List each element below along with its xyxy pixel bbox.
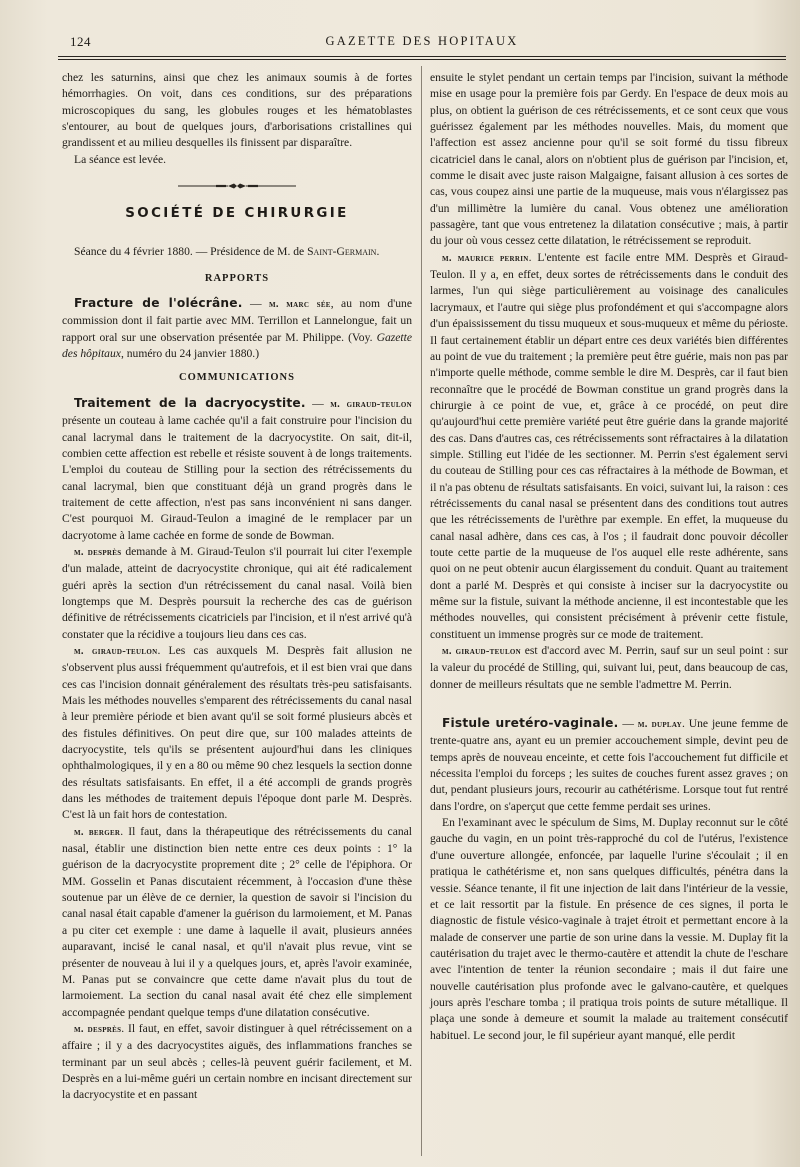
paragraph-dacryocystite xyxy=(62,395,412,544)
right-column xyxy=(430,70,788,1044)
seance-end: . xyxy=(376,245,380,259)
president-name: Saint-Germain xyxy=(307,245,377,259)
body-text: demande à M. Giraud-Teulon s'il pourrait lui citer l'exemple d'un malade, atteint de dacryocystite chronique, qui ait été radicalement guéri après la section d'un rétrécissement du canal nasal. Voilà bien longtemps que M. Desprès poursuit la recherche des cas de guérison définitive de rétrécissements cicatriciels par l'incision, et il n'est arrivé qu'à constater que la récidive a toujours lieu dans ces cas. xyxy=(62,544,412,641)
paragraph-perrin xyxy=(430,250,788,643)
ornament-rule xyxy=(178,182,296,190)
body-text: présente un couteau à lame cachée qu'il a fait construire pour l'incision du canal lacrymal dans le traitement de la dacryocystite. On sait, dit-il, combien cette affection est rebelle et résiste souvent à de longs traitements. L'emploi du couteau de Stilling pour la section des rétrécissements du canal lacrymal, bien que constituant déjà un grand progrès dans le traitement de cette affection, n'est pas sans inconvénient ni sans danger. C'est pourquoi M. Giraud-Teulon a imaginé de le remplacer par un dacryotome à lame cachée en forme de sonde de Bowman. xyxy=(62,414,412,542)
rubric-title: Fracture de l'olécrâne. xyxy=(74,296,243,311)
seance-text: Séance du 4 février 1880. — Présidence de M. de xyxy=(74,245,308,259)
section-title: SOCIÉTÉ DE CHIRURGIE xyxy=(125,206,349,222)
speaker-name: m. giraud-teulon xyxy=(330,398,413,410)
subheading-communications: COMMUNICATIONS xyxy=(179,372,295,384)
paragraph: La séance est levée. xyxy=(74,152,167,166)
paragraph: chez les saturnins, ainsi que chez les animaux soumis à de fortes hémorrhagies. On voit, dans ces conditions, sur des préparations microscopiques du sang, les globules rouges et les hématoblastes s'entourer, au bout de quelques jours, d'arborisations cristallines qui grandissent et au milieu desquelles ils finissent par disparaître. xyxy=(62,71,412,150)
body-text: , au nom d'une commission dont il fait partie avec MM. Terrillon et Lannelongue, fait un rapport oral sur une observation présentée par M. Philippe. (Voy. xyxy=(62,297,413,344)
paragraph-despres xyxy=(62,544,412,643)
paragraph: ensuite le stylet pendant un certain temps par l'incision, suivant la méthode mise en usage pour la première fois par Gerdy. En l'espace de deux mois au plus, on obtient la guérison de ces rétrécissements, et ce sont ceux que vous guérissez également par les méthodes nouvelles. Mais, du moment que l'affection est assez ancienne pour qu'il se soit formé du tissu fibreux cicatriciel dans le canal, alors on n'obtient plus de guérison par l'incision, et, comme le disait avec juste raison Malgaigne, faisant allusion à ces sortes de cas, vous coupez ainsi une partie de la muqueuse, mais vous n'élargissez pas d'un millimètre la lumière du canal. Vous obtenez une amélioration passagère, tant que vous entretenez la dilatation consécutive ; mais, à partir du jour où vous cessez cette dilatation, le rétrécissement se reproduit. xyxy=(430,71,788,248)
journal-title: Gazette des hôpitaux xyxy=(62,330,412,361)
paragraph-giraud-teulon-2 xyxy=(430,643,788,693)
speaker-name: m. giraud-teulon xyxy=(442,646,522,658)
speaker-name: m. maurice perrin xyxy=(442,252,529,264)
body-text: . Les cas auxquels M. Desprès fait allusion ne s'observent plus aussi fréquemment qu'autrefois, et il est bien vrai que dans ces cas l'incision donnait généralement des résultats très-peu satisfaisants. Mais les méthodes nouvelles s'emparent des rétrécissements du canal nasal à leur première période et bien avant qu'il se soit formé plusieurs abcès et des fistules définitives. On peut dire que, sur 100 malades atteints de dacryocystite, tels qu'ils se présentent aujourd'hui dans les cliniques ophthalmologiques, il y en a 80 ou même 90 chez lesquels la section donne des résultats satisfaisants. En effet, il a été accompli de grands progrès dans les méthodes de traitement depuis l'époque dont parle M. Desprès. C'est là un fait hors de contestation. xyxy=(62,643,413,822)
speaker-name: m. giraud-teulon xyxy=(74,645,158,657)
page-number: 124 xyxy=(70,34,91,49)
rubric-title: Traitement de la dacryocystite. xyxy=(74,395,306,410)
speaker-name: m. marc sée xyxy=(268,299,331,311)
paragraph-giraud-teulon xyxy=(62,643,412,824)
body-text: est d'accord avec M. Perrin, sauf sur un seul point : sur la valeur du procédé de Stilling, qui, suivant lui, peut, dans beaucoup de cas, donner de meilleurs résultats que ne semble l'admettre M. Perrin. xyxy=(430,644,788,691)
paragraph-fracture xyxy=(62,295,412,362)
body-text: . Il faut, en effet, savoir distinguer à quel rétrécissement on a affaire ; il y a des dacryocystites aiguës, des inflammations franches se terminant par un seul abcès ; celles-là peuvent guérir facilement, et M. Desprès en a lui-même guéri un certain nombre en incisant directement sur la dacryocystite et en passant xyxy=(62,1021,413,1102)
body-text: , numéro du 24 janvier 1880.) xyxy=(120,347,260,361)
speaker-name: m. berger xyxy=(74,826,121,838)
speaker-name: m. desprès xyxy=(74,546,122,558)
rubric-title: Fistule uretéro-vaginale. xyxy=(442,716,619,731)
column-divider xyxy=(421,66,422,1156)
body-text: . Une jeune femme de trente-quatre ans, ayant eu un premier accouchement simple, devint peu de temps après de nouveau enceinte, et cette fois l'accouchement fut difficile et nécessita l'emploi du forceps ; les suites de couches furent assez graves ; on dut, pendant plusieurs jours, recourir au cathétérisme. Lorsque tout fut rentré dans l'ordre, on s'aperçut que cette femme perdait ses urines. xyxy=(430,717,788,813)
spacer xyxy=(430,693,788,715)
running-title: GAZETTE DES HOPITAUX xyxy=(325,34,519,48)
section-ornament xyxy=(62,182,412,190)
paragraph-fistule xyxy=(430,715,788,815)
subheading-rapports: RAPPORTS xyxy=(204,272,270,284)
paragraph-despres-2 xyxy=(62,1021,412,1104)
header-rule xyxy=(58,56,786,57)
separator: — xyxy=(618,717,638,731)
separator: — xyxy=(242,297,269,311)
left-column xyxy=(62,70,412,1104)
speaker-name: m. duplay xyxy=(637,719,682,731)
body-text: . L'entente est facile entre MM. Desprès et Giraud-Teulon. Il y a, en effet, deux sortes de rétrécissements dans le conduit des larmes, l'un qui siège particulièrement au voisinage des canalicules lacrymaux, et l'autre qui siège plus profondément et qui s'accompagne alors d'un épaississement du tissu muqueux et sous-muqueux et même du périoste. Il faut certainement établir un départ entre ces deux variétés bien différentes au point de vue du traitement ; la première peut être guérie, mais non pas par n'importe quelle méthode, comme semble le dire M. Desprès, car il faut bien reconnaître que le procédé de Bowman constitue un grand progrès dans la chirurgie à ce point de vue, et, grâce à ce procédé, on peut dire qu'aujourd'hui cette première variété peut être guérie dans la grande majorité des cas. Dans d'autres cas, ces rétrécissements sont réfractaires à la dilatation simple. Stilling eut l'idée de les sectionner. M. Perrin s'est également servi du couteau de Stilling pour ces cas réfractaires à la méthode de Bowman, et il n'a pas obtenu de résultats satisfaisants. En voici, suivant lui, la raison : ces rétrécissements du canal nasal se présentent dans des conditions tout autres que les rétrécissements de l'urèthre par exemple. En effet, la muqueuse du canal nasal adhère, dans ces cas, à l'os ; il faudrait donc pouvoir décoller toute cette partie de la muqueuse de l'os auquel elle reste adhérente, sans quoi on ne peut obtenir aucun élargissement du conduit. Quant au traitement dont a parlé M. Desprès et qui consiste à inciser sur la dacryocystite ou même sur la fistule, suivant la méthode ancienne, il est incontestable que les méthodes nouvelles, qui consistent précisément à prévenir cette fistule, constituent un immense progrès sur ce mode de traitement. xyxy=(430,250,788,641)
speaker-name: m. desprès xyxy=(74,1023,122,1035)
seance-line xyxy=(62,244,412,260)
paragraph: En l'examinant avec le spéculum de Sims, M. Duplay reconnut sur le côté gauche du vagin, en un point très-rapproché du col de l'utérus, l'existence d'une ouverture allongée, enfoncée, par laquelle l'urine s'écoulait ; il en pratiqua le cathétérisme et, non sans quelques difficultés, pénétra dans la vessie. Séance tenante, il fit une injection de lait dans l'intérieur de la vessie, et ce lait ressortit par la fistule. En présence de ces signes, il porta le diagnostic de fistule vésico-vaginale à trajet étroit et permettant encore à la malade de conserver une partie de son urine dans la vessie. M. Duplay fit la cautérisation du trajet avec le thermo-cautère et attendit la chute de l'eschare avec l'intention de tenter la réunion secondaire ; mais il dut faire une nouvelle cautérisation plus profonde avec le galvano-cautère, et quelques jours après l'eschare tomba ; il pratiqua trois points de suture métallique. Il plaça une sonde à demeure et soumit la malade au traitement consécutif habituel. Le second jour, le fil supérieur ayant manqué, elle perdit xyxy=(430,816,788,1042)
separator: — xyxy=(305,396,331,410)
paragraph-berger xyxy=(62,824,412,1021)
header-rule-thin xyxy=(58,59,786,60)
page-header xyxy=(58,34,786,54)
body-text: . Il faut, dans la thérapeutique des rétrécissements du canal nasal, établir une distinction bien nette entre ces deux points : 1° la guérison de la dacryocystite proprement dite ; 2° celle de l'épiphora. Or MM. Gosselin et Panas discutaient récemment, à l'occasion d'une thèse soutenue par un élève de ce dernier, la question de savoir si l'incision du canal nasal était capable d'amener la guérison du larmoiement, et M. Panas a pu citer cet exemple : une dame à laquelle il avait, plusieurs années auparavant, incisé le canal nasal, et qu'il n'avait plus revue, vint se présenter de nouveau à lui il y a quelques jours, et, après l'avoir examinée, M. Panas put se convaincre que cette dame n'avait plus du tout de larmoiement. La section du canal nasal avait été chez elle simplement accompagnée pendant quelque temps d'une dilatation consécutive. xyxy=(62,824,413,1019)
